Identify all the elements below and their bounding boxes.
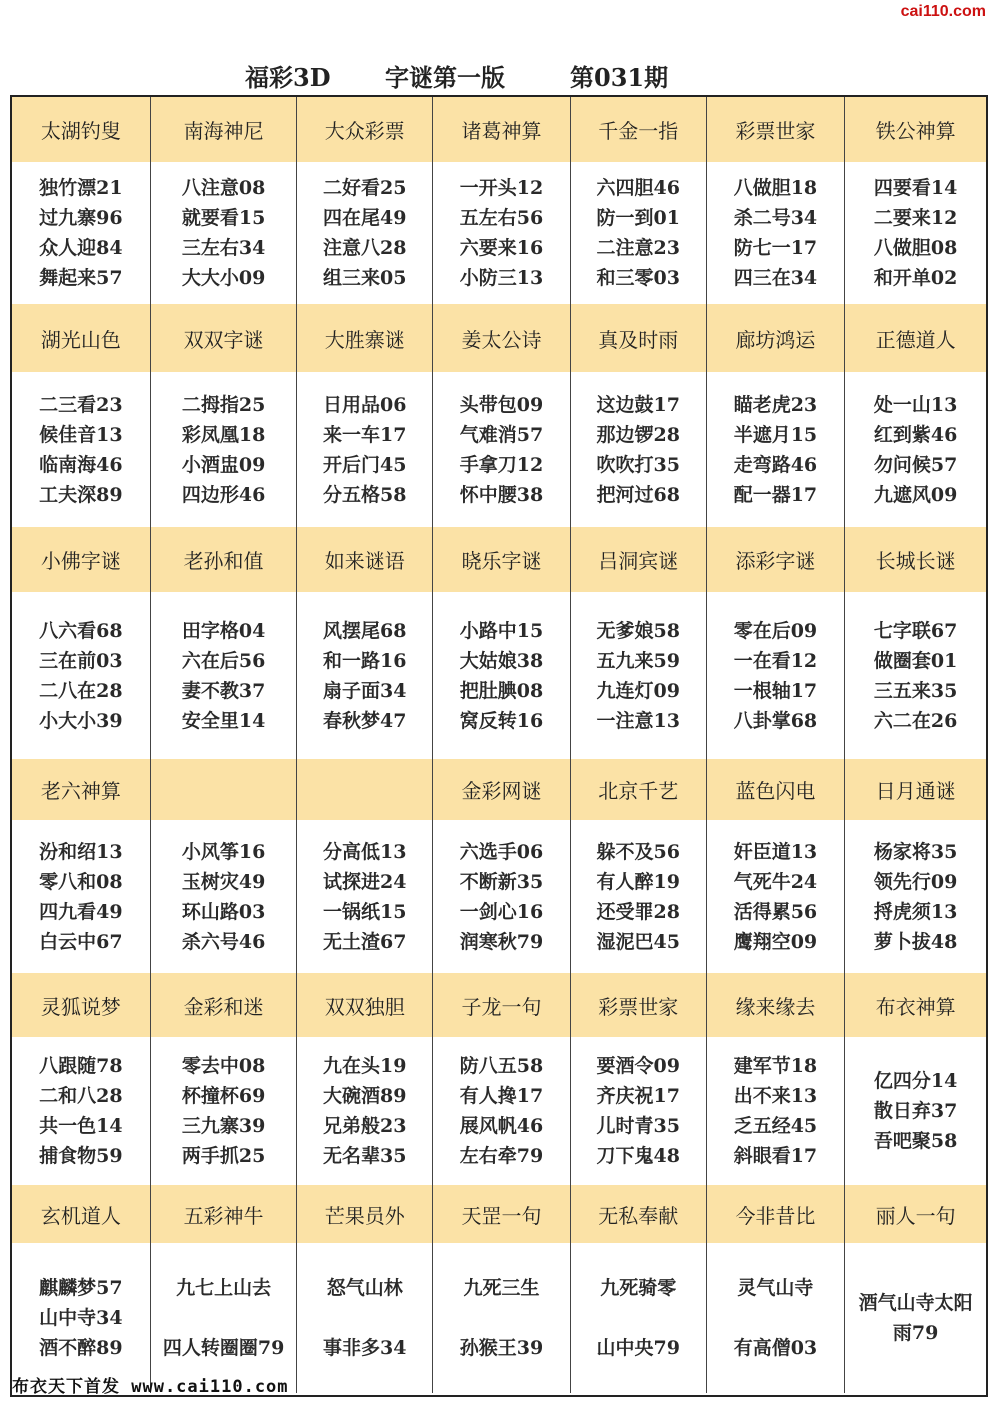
riddle-line: 六要来16 — [459, 237, 544, 259]
riddle-line: 田字格04 — [181, 619, 266, 642]
riddle-line: 捋虎须13 — [873, 900, 958, 923]
riddle-line: 怒气山林 — [326, 1277, 403, 1299]
riddle-line: 三五来35 — [873, 679, 958, 702]
riddle-cell — [707, 1243, 846, 1393]
riddle-line: 儿时青35 — [596, 1115, 680, 1137]
column-header: 老孙和值 — [151, 527, 298, 592]
column-header: 千金一指 — [571, 97, 707, 162]
riddle-line: 防八五58 — [459, 1055, 544, 1077]
column-header — [297, 759, 433, 820]
riddle-line: 零在后09 — [733, 619, 818, 642]
riddle-line: 走弯路46 — [733, 453, 818, 476]
riddle-line: 二拇指25 — [181, 393, 266, 416]
riddle-line: 事非多34 — [323, 1337, 407, 1359]
riddle-line: 玉树灾49 — [181, 870, 266, 893]
riddle-cell — [845, 162, 986, 304]
riddle-line: 配一器17 — [733, 483, 818, 506]
column-header: 布衣神算 — [875, 994, 956, 1019]
riddle-cell — [151, 1037, 298, 1185]
riddle-cell — [571, 1037, 707, 1185]
column-header: 金彩和迷 — [151, 973, 298, 1037]
riddle-line: 鹰翔空09 — [733, 930, 818, 953]
riddle-row — [12, 1243, 986, 1393]
column-header: 蓝色闪电 — [707, 759, 846, 820]
riddle-cell — [433, 372, 571, 527]
riddle-line: 工夫深89 — [39, 483, 123, 506]
riddle-line: 一注意13 — [596, 709, 680, 732]
riddle-line: 三左右34 — [181, 237, 266, 259]
riddle-line: 气难消57 — [459, 423, 544, 446]
riddle-line: 九连灯09 — [596, 679, 680, 702]
column-header: 玄机道人 — [12, 1185, 151, 1243]
riddle-line: 环山路03 — [181, 900, 266, 923]
riddle-line: 萝卜拔48 — [873, 930, 958, 953]
riddle-line: 灵气山寺 — [737, 1277, 814, 1299]
riddle-line: 四三在34 — [733, 267, 818, 289]
riddle-cell — [707, 162, 846, 304]
riddle-line: 躲不及56 — [596, 840, 680, 863]
column-header: 吕洞宾谜 — [571, 527, 707, 592]
riddle-line: 雨79 — [892, 1322, 939, 1344]
header-row — [12, 1185, 986, 1244]
riddle-line: 九死三生 — [463, 1277, 540, 1299]
riddle-row — [12, 372, 986, 528]
column-header: 彩票世家 — [707, 97, 846, 162]
riddle-line: 零去中08 — [181, 1055, 266, 1077]
column-header: 双双字谜 — [151, 304, 298, 372]
column-header: 灵狐说梦 — [12, 973, 151, 1037]
riddle-row — [12, 1037, 986, 1186]
riddle-line: 亿四分14 — [873, 1070, 958, 1092]
riddle-cell — [707, 592, 846, 759]
riddle-cell — [151, 1243, 298, 1393]
riddle-line: 出不来13 — [733, 1085, 818, 1107]
riddle-line: 扇子面34 — [323, 679, 407, 702]
riddle-line: 三在前03 — [39, 649, 123, 672]
riddle-line: 湿泥巴45 — [596, 930, 680, 953]
riddle-line: 零八和08 — [39, 870, 123, 893]
riddle-line: 分高低13 — [323, 840, 407, 863]
riddle-line: 小路中15 — [459, 619, 544, 642]
column-header: 金彩网谜 — [433, 759, 571, 820]
riddle-line: 九在头19 — [323, 1055, 407, 1077]
column-header: 姜太公诗 — [433, 304, 571, 372]
riddle-line: 头带包09 — [459, 393, 544, 416]
riddle-line: 无名辈35 — [323, 1145, 407, 1167]
title-edition: 字谜第一版 — [385, 63, 505, 92]
riddle-cell — [571, 820, 707, 973]
riddle-line: 两手抓25 — [181, 1145, 266, 1167]
column-header: 长城长谜 — [875, 549, 956, 573]
riddle-line: 八注意08 — [181, 177, 266, 199]
riddle-cell — [12, 372, 151, 527]
riddle-cell — [707, 820, 846, 973]
header-row — [12, 304, 986, 373]
riddle-line: 无土渣67 — [323, 930, 407, 953]
riddle-line: 无爹娘58 — [596, 619, 680, 642]
column-header — [151, 759, 298, 820]
column-header: 大胜寨谜 — [297, 304, 433, 372]
riddle-line: 八卦掌68 — [733, 709, 818, 732]
column-header: 大众彩票 — [297, 97, 433, 162]
column-header: 五彩神牛 — [151, 1185, 298, 1243]
riddle-line: 窝反转16 — [459, 709, 544, 732]
riddle-line: 气死牛24 — [733, 870, 818, 893]
riddle-line: 酒气山寺太阳 — [858, 1292, 973, 1314]
riddle-line: 来一车17 — [323, 423, 407, 446]
riddle-line: 孙猴王39 — [459, 1337, 544, 1359]
footer-watermark: 布衣天下首发 www.cai110.com — [12, 1377, 289, 1397]
riddle-row — [12, 162, 986, 305]
riddle-line: 半遮月15 — [733, 423, 818, 446]
column-header: 廊坊鸿运 — [707, 304, 846, 372]
riddle-line: 八做胆08 — [873, 237, 958, 259]
riddle-line: 四九看49 — [39, 900, 123, 923]
riddle-line: 这边鼓17 — [596, 393, 680, 416]
riddle-cell — [151, 592, 298, 759]
riddle-line: 六二在26 — [873, 709, 958, 732]
riddle-line: 和三零03 — [596, 267, 680, 289]
riddle-line: 一剑心16 — [459, 900, 544, 923]
column-header: 北京千艺 — [571, 759, 707, 820]
riddle-line: 九遮风09 — [873, 483, 958, 506]
column-header: 南海神尼 — [151, 97, 298, 162]
riddle-cell — [12, 592, 151, 759]
riddle-line: 有高僧03 — [733, 1337, 818, 1359]
column-header: 今非昔比 — [707, 1185, 846, 1243]
riddle-line: 大大小09 — [181, 267, 266, 289]
riddle-line: 杀六号46 — [181, 930, 266, 953]
riddle-line: 领先行09 — [873, 870, 958, 893]
column-header: 无私奉献 — [571, 1185, 707, 1243]
riddle-line: 手拿刀12 — [459, 453, 544, 476]
riddle-cell — [297, 820, 433, 973]
riddle-line: 吾吧聚58 — [873, 1130, 958, 1152]
riddle-cell — [845, 592, 986, 759]
riddle-line: 七字联67 — [873, 619, 958, 642]
column-header: 添彩字谜 — [707, 527, 846, 592]
riddle-line: 要酒令09 — [596, 1055, 680, 1077]
riddle-cell — [845, 1037, 986, 1185]
riddle-cell — [12, 162, 151, 304]
riddle-line: 八跟随78 — [39, 1055, 123, 1077]
riddle-line: 二注意23 — [596, 237, 680, 259]
riddle-line: 就要看15 — [181, 207, 266, 229]
riddle-line: 六在后56 — [181, 649, 266, 672]
riddle-line: 红到紫46 — [873, 423, 958, 446]
riddle-line: 安全里14 — [181, 709, 266, 732]
riddle-cell — [571, 1243, 707, 1393]
riddle-line: 左右牵79 — [459, 1145, 544, 1167]
riddle-line: 大姑娘38 — [459, 649, 544, 672]
riddle-line: 瞄老虎23 — [733, 393, 818, 416]
riddle-line: 一在看12 — [733, 649, 818, 672]
page-title — [245, 56, 745, 92]
riddle-line: 散日弃37 — [873, 1100, 958, 1122]
riddle-cell — [297, 592, 433, 759]
riddle-line: 齐庆祝17 — [596, 1085, 680, 1107]
riddle-cell — [12, 1243, 151, 1393]
riddle-line: 组三来05 — [323, 267, 407, 289]
riddle-line: 和开单02 — [873, 267, 958, 289]
riddle-cell — [151, 372, 298, 527]
riddle-line: 白云中67 — [39, 930, 123, 953]
column-header: 彩票世家 — [571, 973, 707, 1037]
riddle-line: 防一到01 — [596, 207, 680, 229]
column-header: 晓乐字谜 — [433, 527, 571, 592]
column-header: 丽人一句 — [875, 1203, 956, 1228]
riddle-line: 还受罪28 — [596, 900, 680, 923]
riddle-line: 四在尾49 — [323, 207, 407, 229]
riddle-line: 山中寺34 — [39, 1307, 123, 1329]
column-header: 日月通谜 — [875, 779, 956, 803]
riddle-line: 奸臣道13 — [733, 840, 818, 863]
riddle-line: 一根轴17 — [733, 679, 818, 702]
riddle-cell — [845, 372, 986, 527]
riddle-line: 共一色14 — [39, 1115, 123, 1137]
title-issue: 第031期 — [570, 63, 669, 92]
riddle-line: 防七一17 — [733, 237, 818, 259]
riddle-line: 一开头12 — [459, 177, 544, 199]
column-header: 正德道人 — [875, 327, 956, 352]
riddle-row — [12, 592, 986, 760]
column-header: 铁公神算 — [875, 119, 956, 143]
riddle-row — [12, 820, 986, 974]
riddle-line: 四边形46 — [181, 483, 266, 506]
riddle-line: 开后门45 — [323, 453, 407, 476]
column-header: 双双独胆 — [297, 973, 433, 1037]
title-game: 福彩3D — [245, 63, 331, 92]
riddle-line: 二好看25 — [323, 177, 407, 199]
column-header: 如来谜语 — [297, 527, 433, 592]
riddle-cell — [571, 162, 707, 304]
riddle-cell — [845, 1243, 986, 1393]
column-header: 芒果员外 — [297, 1185, 433, 1243]
header-row — [12, 97, 986, 163]
riddle-cell — [12, 820, 151, 973]
riddle-line: 杨家将35 — [873, 840, 958, 863]
column-header: 天罡一句 — [433, 1185, 571, 1243]
riddle-cell — [12, 1037, 151, 1185]
riddle-cell — [433, 1243, 571, 1393]
riddle-line: 小大小39 — [39, 709, 123, 732]
riddle-line: 有人醉19 — [596, 870, 680, 893]
riddle-line: 和一路16 — [323, 649, 407, 672]
riddle-cell — [151, 162, 298, 304]
riddle-line: 山中央79 — [596, 1337, 680, 1359]
riddle-line: 兄弟般23 — [323, 1115, 407, 1137]
riddle-line: 酒不醉89 — [39, 1337, 123, 1359]
riddle-table — [10, 95, 988, 1397]
riddle-line: 临南海46 — [39, 453, 123, 476]
header-row — [12, 973, 986, 1038]
column-header: 真及时雨 — [571, 304, 707, 372]
riddle-line: 杯撞杯69 — [181, 1085, 266, 1107]
riddle-line: 吹吹打35 — [596, 453, 680, 476]
riddle-line: 一锅纸15 — [323, 900, 407, 923]
riddle-line: 有人搀17 — [459, 1085, 544, 1107]
riddle-cell — [297, 1243, 433, 1393]
header-row — [12, 527, 986, 593]
riddle-line: 候佳音13 — [39, 423, 123, 446]
riddle-line: 二要来12 — [873, 207, 958, 229]
riddle-cell — [151, 820, 298, 973]
riddle-cell — [571, 372, 707, 527]
riddle-line: 润寒秋79 — [459, 930, 544, 953]
riddle-cell — [297, 372, 433, 527]
riddle-line: 小风筝16 — [181, 840, 266, 863]
riddle-line: 大碗酒89 — [323, 1085, 407, 1107]
column-header: 老六神算 — [12, 759, 151, 820]
riddle-line: 做圈套01 — [873, 649, 958, 672]
riddle-line: 不断新35 — [459, 870, 544, 893]
riddle-line: 日用品06 — [323, 393, 407, 416]
riddle-line: 注意八28 — [323, 237, 407, 259]
riddle-cell — [433, 820, 571, 973]
riddle-line: 试探进24 — [323, 870, 407, 893]
header-row — [12, 759, 986, 821]
riddle-line: 独竹漂21 — [39, 177, 123, 199]
riddle-line: 二和八28 — [39, 1085, 123, 1107]
riddle-line: 把肚腆08 — [459, 679, 544, 702]
riddle-line: 八六看68 — [39, 619, 123, 642]
riddle-line: 众人迎84 — [39, 237, 123, 259]
riddle-line: 妻不教37 — [181, 679, 266, 702]
riddle-line: 杀二号34 — [733, 207, 818, 229]
column-header: 太湖钓叟 — [12, 97, 151, 162]
riddle-line: 六选手06 — [459, 840, 544, 863]
riddle-cell — [433, 592, 571, 759]
riddle-cell — [433, 1037, 571, 1185]
riddle-line: 勿问候57 — [873, 453, 958, 476]
riddle-line: 怀中腰38 — [459, 483, 544, 506]
riddle-line: 活得累56 — [733, 900, 818, 923]
riddle-cell — [433, 162, 571, 304]
riddle-line: 分五格58 — [323, 483, 407, 506]
riddle-line: 二三看23 — [39, 393, 123, 416]
riddle-line: 春秋梦47 — [323, 709, 407, 732]
riddle-line: 舞起来57 — [39, 267, 123, 289]
column-header: 湖光山色 — [12, 304, 151, 372]
column-header: 诸葛神算 — [433, 97, 571, 162]
riddle-line: 八做胆18 — [733, 177, 818, 199]
riddle-line: 六四胆46 — [596, 177, 680, 199]
riddle-line: 处一山13 — [873, 393, 958, 416]
column-header: 子龙一句 — [433, 973, 571, 1037]
riddle-line: 五左右56 — [459, 207, 544, 229]
riddle-cell — [571, 592, 707, 759]
riddle-cell — [707, 1037, 846, 1185]
riddle-line: 那边锣28 — [596, 423, 680, 446]
riddle-line: 乏五经45 — [733, 1115, 818, 1137]
riddle-line: 捕食物59 — [39, 1145, 123, 1167]
site-tag: cai110.com — [900, 3, 986, 20]
column-header: 小佛字谜 — [12, 527, 151, 592]
riddle-line: 九死骑零 — [600, 1277, 677, 1299]
riddle-line: 九七上山去 — [176, 1277, 272, 1299]
riddle-line: 二八在28 — [39, 679, 123, 702]
riddle-cell — [845, 820, 986, 973]
riddle-line: 把河过68 — [596, 483, 680, 506]
riddle-line: 风摆尾68 — [323, 619, 407, 642]
riddle-cell — [707, 372, 846, 527]
riddle-line: 麒麟梦57 — [39, 1277, 123, 1299]
riddle-line: 小酒盅09 — [181, 453, 266, 476]
riddle-line: 展风帆46 — [459, 1115, 544, 1137]
riddle-line: 小防三13 — [459, 267, 544, 289]
riddle-line: 彩凤凰18 — [181, 423, 266, 446]
column-header: 缘来缘去 — [707, 973, 846, 1037]
riddle-line: 刀下鬼48 — [596, 1145, 680, 1167]
riddle-line: 三九寨39 — [181, 1115, 266, 1137]
riddle-cell — [297, 1037, 433, 1185]
riddle-line: 汾和绍13 — [39, 840, 123, 863]
riddle-line: 过九寨96 — [39, 207, 123, 229]
riddle-line: 斜眼看17 — [733, 1145, 818, 1167]
riddle-line: 四要看14 — [873, 177, 958, 199]
riddle-line: 五九来59 — [596, 649, 680, 672]
riddle-cell — [297, 162, 433, 304]
riddle-line: 四人转圈圈79 — [162, 1337, 285, 1359]
riddle-line: 建军节18 — [733, 1055, 818, 1077]
